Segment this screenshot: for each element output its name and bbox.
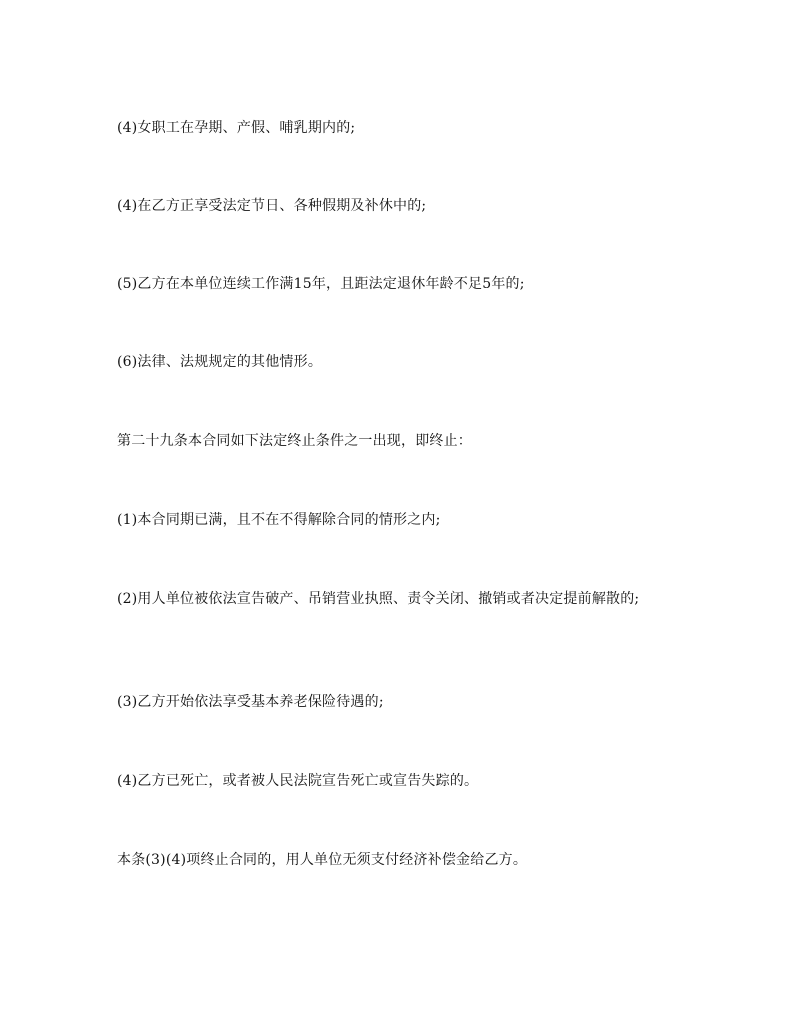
article-29-heading: 第二十九条本合同如下法定终止条件之一出现，即终止：: [117, 433, 472, 449]
article-note-compensation: 本条(3)(4)项终止合同的，用人单位无须支付经济补偿金给乙方。: [117, 852, 528, 868]
clause-item-6-other-cases: (6)法律、法规规定的其他情形。: [117, 354, 323, 370]
termination-item-1: (1)本合同期已满，且不在不得解除合同的情形之内;: [117, 512, 441, 528]
clause-item-5-service-years: (5)乙方在本单位连续工作满15年，且距法定退休年龄不足5年的;: [117, 276, 525, 292]
clause-item-4-holiday-leave: (4)在乙方正享受法定节日、各种假期及补休中的;: [117, 198, 427, 214]
termination-item-2: (2)用人单位被依法宣告破产、吊销营业执照、责令关闭、撤销或者决定提前解散的;: [117, 591, 640, 607]
termination-item-3: (3)乙方开始依法享受基本养老保险待遇的;: [117, 694, 384, 710]
clause-item-4-female-employee: (4)女职工在孕期、产假、哺乳期内的;: [117, 120, 356, 136]
termination-item-4: (4)乙方已死亡，或者被人民法院宣告死亡或宣告失踪的。: [117, 773, 479, 789]
